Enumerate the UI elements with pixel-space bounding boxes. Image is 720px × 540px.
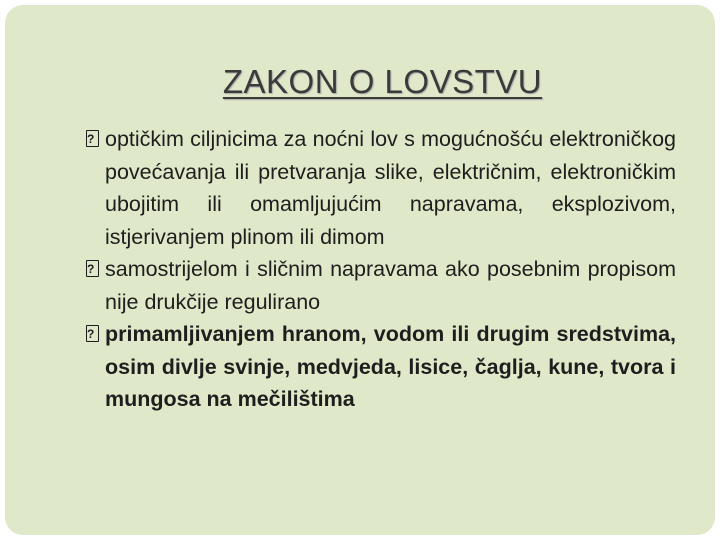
bullet-list [86,123,676,416]
bullet-item [86,318,676,416]
bullet-item [86,123,676,253]
missing-glyph-icon [86,325,99,342]
bullet-item [86,253,676,318]
slide [5,5,715,535]
bullet-text: primamljivanjem hranom, vodom ili drugim sredstvima, osim divlje svinje, medvjeda, lisice, čaglja, kune, tvora i mungosa na mečilištima [105,322,676,411]
bullet-text: samostrijelom i sličnim napravama ako posebnim propisom nije drukčije regulirano [105,257,676,314]
slide-title: ZAKON O LOVSTVU [222,63,543,100]
bullet-text: optičkim ciljnicima za noćni lov s mogućnošću elektroničkog povećavanja ili pretvaranja slike, električnim, elektroničkim ubojitim ili omamljujućim napravama, eksplozivom, istjerivanjem plinom ili dimom [105,127,676,249]
missing-glyph-icon [86,260,99,277]
missing-glyph-icon [86,130,99,147]
